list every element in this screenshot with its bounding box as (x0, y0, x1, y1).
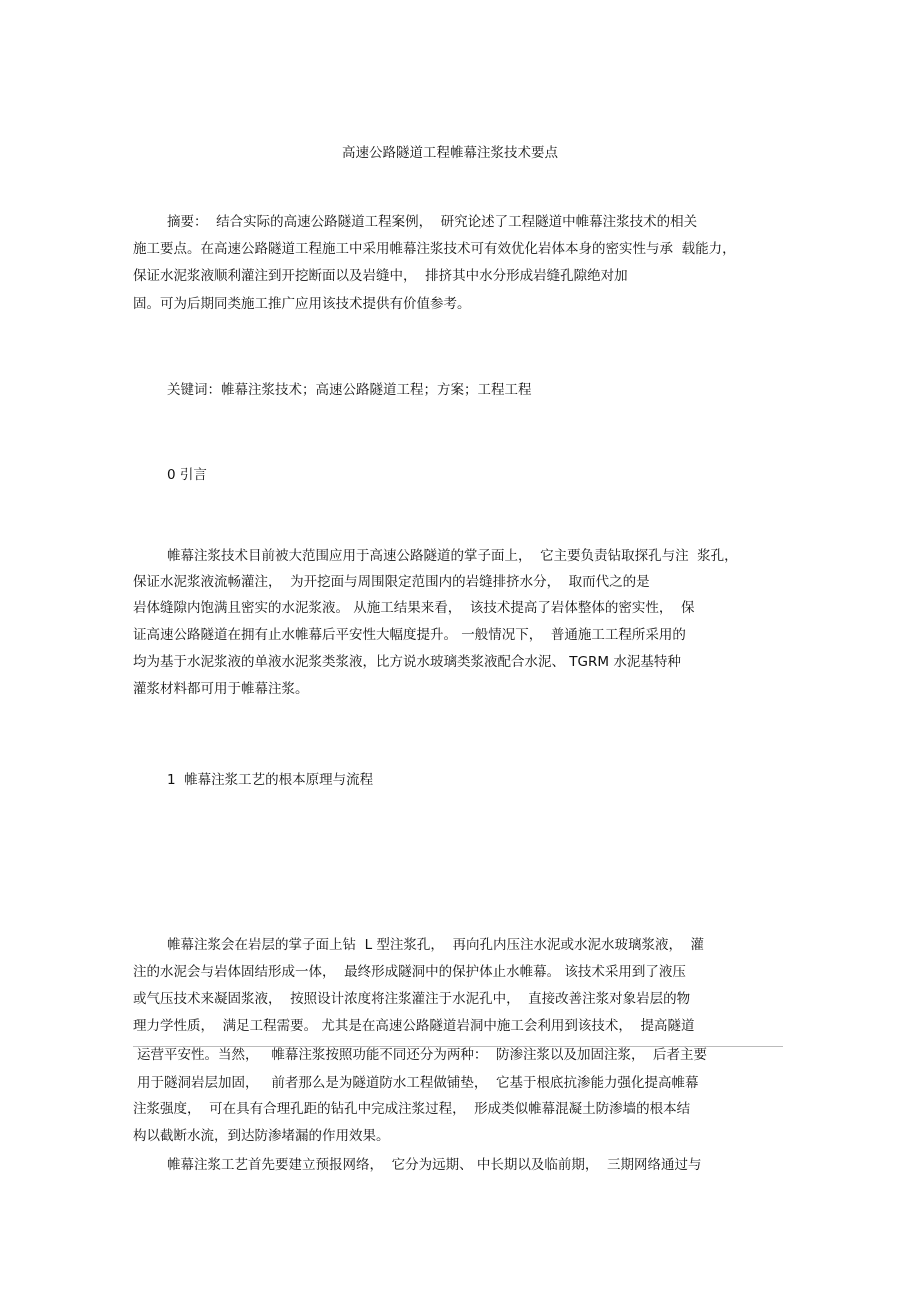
abstract-line: 摘要： 结合实际的高速公路隧道工程案例， 研究论述了工程隧道中帷幕注浆技术的相关 (167, 214, 698, 230)
intro-line: 均为基于水泥浆液的单液水泥浆类浆液，比方说水玻璃类浆液配合水泥、 TGRM 水泥基特种 (133, 654, 681, 670)
body-line: 帷幕注浆工艺首先要建立预报网络， 它分为远期、 中长期以及临前期， 三期网络通过与 (167, 1157, 702, 1173)
section-heading-intro: 0 引言 (167, 467, 207, 483)
section-heading-1: 1 帷幕注浆工艺的根本原理与流程 (167, 772, 374, 788)
abstract-line: 施工要点。在高速公路隧道工程施工中采用帷幕注浆技术可有效优化岩体本身的密实性与承 载能力， (133, 241, 736, 257)
abstract-line: 固。可为后期同类施工推广应用该技术提供有价值参考。 (133, 296, 471, 312)
body-line: 或气压技术来凝固浆液， 按照设计浓度将注浆灌注于水泥孔中， 直接改善注浆对象岩层的物 (133, 991, 691, 1007)
abstract-line: 保证水泥浆液顺利灌注到开挖断面以及岩缝中， 排挤其中水分形成岩缝孔隙绝对加 (133, 268, 628, 284)
body-line: 注的水泥会与岩体固结形成一体， 最终形成隧洞中的保护体止水帷幕。 该技术采用到了液压 (133, 964, 686, 980)
body-line: 注浆强度， 可在具有合理孔距的钻孔中完成注浆过程， 形成类似帷幕混凝土防渗墙的根本结 (133, 1101, 691, 1117)
body-line: 理力学性质， 满足工程需要。 尤其是在高速公路隧道岩洞中施工会利用到该技术， 提高隧道 (133, 1018, 695, 1034)
intro-line: 保证水泥浆液流畅灌注， 为开挖面与周围限定范围内的岩缝排挤水分， 取而代之的是 (133, 574, 650, 590)
document-title: 高速公路隧道工程帷幕注浆技术要点 (342, 145, 558, 161)
intro-line: 灌浆材料都可用于帷幕注浆。 (133, 681, 309, 697)
keywords: 关键词：帷幕注浆技术；高速公路隧道工程；方案；工程工程 (167, 382, 532, 398)
body-line: 运营平安性。当然， 帷幕注浆按照功能不同还分为两种： 防渗注浆以及加固注浆， 后者主要 (137, 1047, 708, 1063)
intro-line: 帷幕注浆技术目前被大范围应用于高速公路隧道的掌子面上， 它主要负责钻取探孔与注 浆孔， (167, 548, 738, 564)
body-line: 构以截断水流，到达防渗堵漏的作用效果。 (133, 1128, 390, 1144)
intro-line: 岩体缝隙内饱满且密实的水泥浆液。 从施工结果来看， 该技术提高了岩体整体的密实性， 保 (133, 600, 695, 616)
body-line: 帷幕注浆会在岩层的掌子面上钻 L 型注浆孔， 再向孔内压注水泥或水泥水玻璃浆液， 灌 (167, 937, 705, 953)
intro-line: 证高速公路隧道在拥有止水帷幕后平安性大幅度提升。 一般情况下， 普通施工工程所采用的 (133, 627, 686, 643)
body-line: 用于隧洞岩层加固， 前者那么是为隧道防水工程做铺垫， 它基于根底抗渗能力强化提高帷幕 (137, 1075, 699, 1091)
